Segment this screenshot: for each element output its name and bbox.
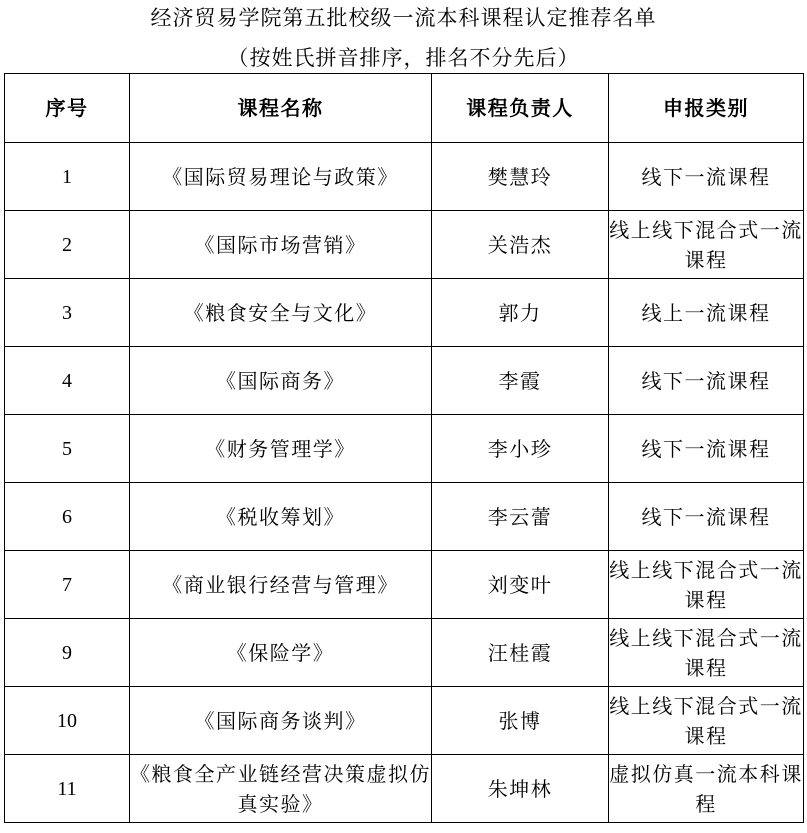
table-row bbox=[5, 347, 804, 415]
row-no: 10 bbox=[5, 687, 130, 755]
row-no: 11 bbox=[5, 755, 130, 823]
row-lead: 李小珍 bbox=[432, 415, 609, 483]
row-type: 线下一流课程 bbox=[609, 415, 804, 483]
row-lead: 张博 bbox=[432, 687, 609, 755]
table-row bbox=[5, 143, 804, 211]
row-lead: 关浩杰 bbox=[432, 211, 609, 279]
row-type: 线上一流课程 bbox=[609, 279, 804, 347]
table-row bbox=[5, 483, 804, 551]
row-no: 9 bbox=[5, 619, 130, 687]
row-course: 《税收筹划》 bbox=[130, 483, 432, 551]
row-no: 7 bbox=[5, 551, 130, 619]
row-course: 《国际贸易理论与政策》 bbox=[130, 143, 432, 211]
row-type: 线下一流课程 bbox=[609, 347, 804, 415]
row-lead: 李霞 bbox=[432, 347, 609, 415]
row-type: 线下一流课程 bbox=[609, 143, 804, 211]
row-type: 线下一流课程 bbox=[609, 483, 804, 551]
page-subtitle: （按姓氏拼音排序，排名不分先后） bbox=[227, 46, 580, 70]
row-no: 3 bbox=[5, 279, 130, 347]
row-type: 线上线下混合式一流课程 bbox=[609, 687, 804, 755]
row-type: 线上线下混合式一流课程 bbox=[609, 211, 804, 279]
row-course: 《粮食安全与文化》 bbox=[130, 279, 432, 347]
row-type: 虚拟仿真一流本科课程 bbox=[609, 755, 804, 823]
row-type: 线上线下混合式一流课程 bbox=[609, 551, 804, 619]
row-lead: 樊慧玲 bbox=[432, 143, 609, 211]
table-row bbox=[5, 551, 804, 619]
row-course: 《保险学》 bbox=[130, 619, 432, 687]
row-course: 《商业银行经营与管理》 bbox=[130, 551, 432, 619]
header-type: 申报类别 bbox=[609, 74, 804, 143]
table-row bbox=[5, 211, 804, 279]
row-lead: 汪桂霞 bbox=[432, 619, 609, 687]
table-row bbox=[5, 619, 804, 687]
row-lead: 刘变叶 bbox=[432, 551, 609, 619]
row-no: 4 bbox=[5, 347, 130, 415]
table-row bbox=[5, 279, 804, 347]
row-course: 《国际商务》 bbox=[130, 347, 432, 415]
table-row bbox=[5, 415, 804, 483]
page-title: 经济贸易学院第五批校级一流本科课程认定推荐名单 bbox=[150, 6, 657, 30]
table-header-row bbox=[5, 74, 804, 143]
header-no: 序号 bbox=[5, 74, 130, 143]
course-table bbox=[4, 73, 804, 823]
row-no: 5 bbox=[5, 415, 130, 483]
table-row bbox=[5, 687, 804, 755]
row-course: 《财务管理学》 bbox=[130, 415, 432, 483]
row-course: 《国际市场营销》 bbox=[130, 211, 432, 279]
row-lead: 李云蕾 bbox=[432, 483, 609, 551]
row-no: 1 bbox=[5, 143, 130, 211]
header-lead: 课程负责人 bbox=[432, 74, 609, 143]
row-lead: 朱坤林 bbox=[432, 755, 609, 823]
table-row bbox=[5, 755, 804, 823]
row-no: 2 bbox=[5, 211, 130, 279]
row-no: 6 bbox=[5, 483, 130, 551]
row-lead: 郭力 bbox=[432, 279, 609, 347]
row-type: 线上线下混合式一流课程 bbox=[609, 619, 804, 687]
header-course: 课程名称 bbox=[130, 74, 432, 143]
row-course: 《粮食全产业链经营决策虚拟仿真实验》 bbox=[130, 755, 432, 823]
row-course: 《国际商务谈判》 bbox=[130, 687, 432, 755]
